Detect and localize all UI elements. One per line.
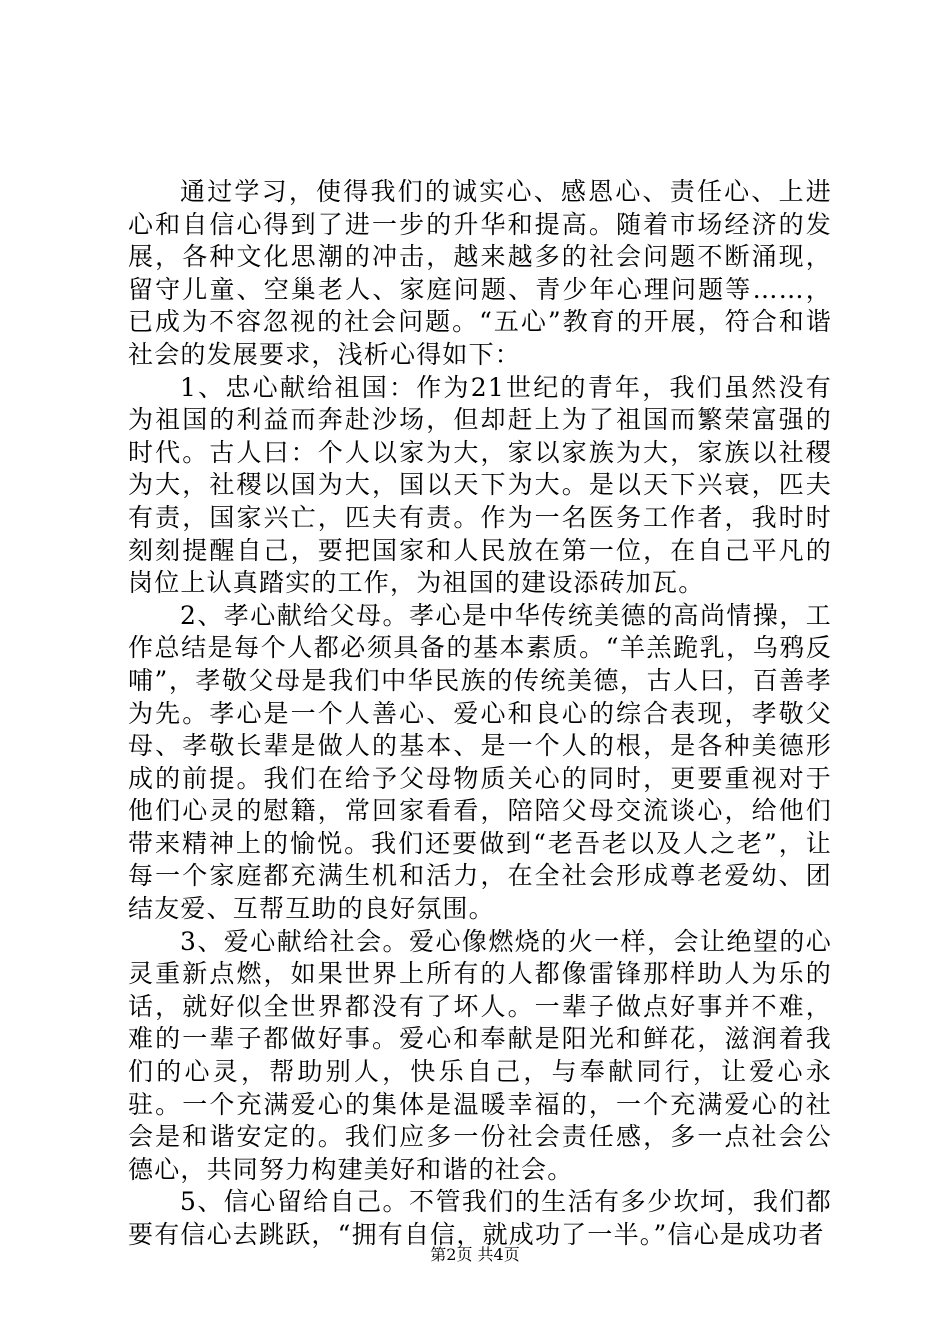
document-body — [128, 176, 832, 1252]
paragraph-love-society: 3、爱心献给社会。爱心像燃烧的火一样，会让绝望的心灵重新点燃，如果世界上所有的人都像雷锋那样助人为乐的话，就好似全世界都没有了坏人。一辈子做点好事并不难，难的一辈子都做好事。爱心和奉献是阳光和鲜花，滋润着我们的心灵，帮助别人，快乐自己，与奉献同行，让爱心永驻。一个充满爱心的集体是温暖幸福的，一个充满爱心的社会是和谐安定的。我们应多一份社会责任感，多一点社会公德心，共同努力构建美好和谐的社会。 — [128, 926, 832, 1184]
paragraph-filial-piety: 2、孝心献给父母。孝心是中华传统美德的高尚情操，工作总结是每个人都必须具备的基本素质。“羊羔跪乳，乌鸦反哺”，孝敬父母是我们中华民族的传统美德，古人曰，百善孝为先。孝心是一个人善心、爱心和良心的综合表现，孝敬父母、孝敬长辈是做人的基本、是一个人的根，是各种美德形成的前提。我们在给予父母物质关心的同时，更要重视对于他们心灵的慰籍，常回家看看，陪陪父母交流谈心，给他们带来精神上的愉悦。我们还要做到“老吾老以及人之老”，让每一个家庭都充满生机和活力，在全社会形成尊老爱幼、团结友爱、互帮互助的良好氛围。 — [128, 600, 832, 924]
paragraph-loyalty: 1、忠心献给祖国：作为21世纪的青年，我们虽然没有为祖国的利益而奔赴沙场，但却赶上为了祖国而繁荣富强的时代。古人曰：个人以家为大，家以家族为大，家族以社稷为大，社稷以国为大，国以天下为大。是以天下兴衰，匹夫有责，国家兴亡，匹夫有责。作为一名医务工作者，我时时刻刻提醒自己，要把国家和人民放在第一位，在自己平凡的岗位上认真踏实的工作，为祖国的建设添砖加瓦。 — [128, 372, 832, 598]
page-footer: 第2页 共4页 — [430, 1245, 520, 1264]
paragraph-confidence: 5、信心留给自己。不管我们的生活有多少坎坷，我们都要有信心去跳跃，“拥有自信，就成功了一半。”信心是成功者 — [128, 1187, 832, 1249]
paragraph-intro: 通过学习，使得我们的诚实心、感恩心、责任心、上进心和自信心得到了进一步的升华和提高。随着市场经济的发展，各种文化思潮的冲击，越来越多的社会问题不断涌现，留守儿童、空巢老人、家庭问题、青少年心理问题等……，已成为不容忽视的社会问题。“五心”教育的开展，符合和谐社会的发展要求，浅析心得如下： — [128, 177, 832, 369]
